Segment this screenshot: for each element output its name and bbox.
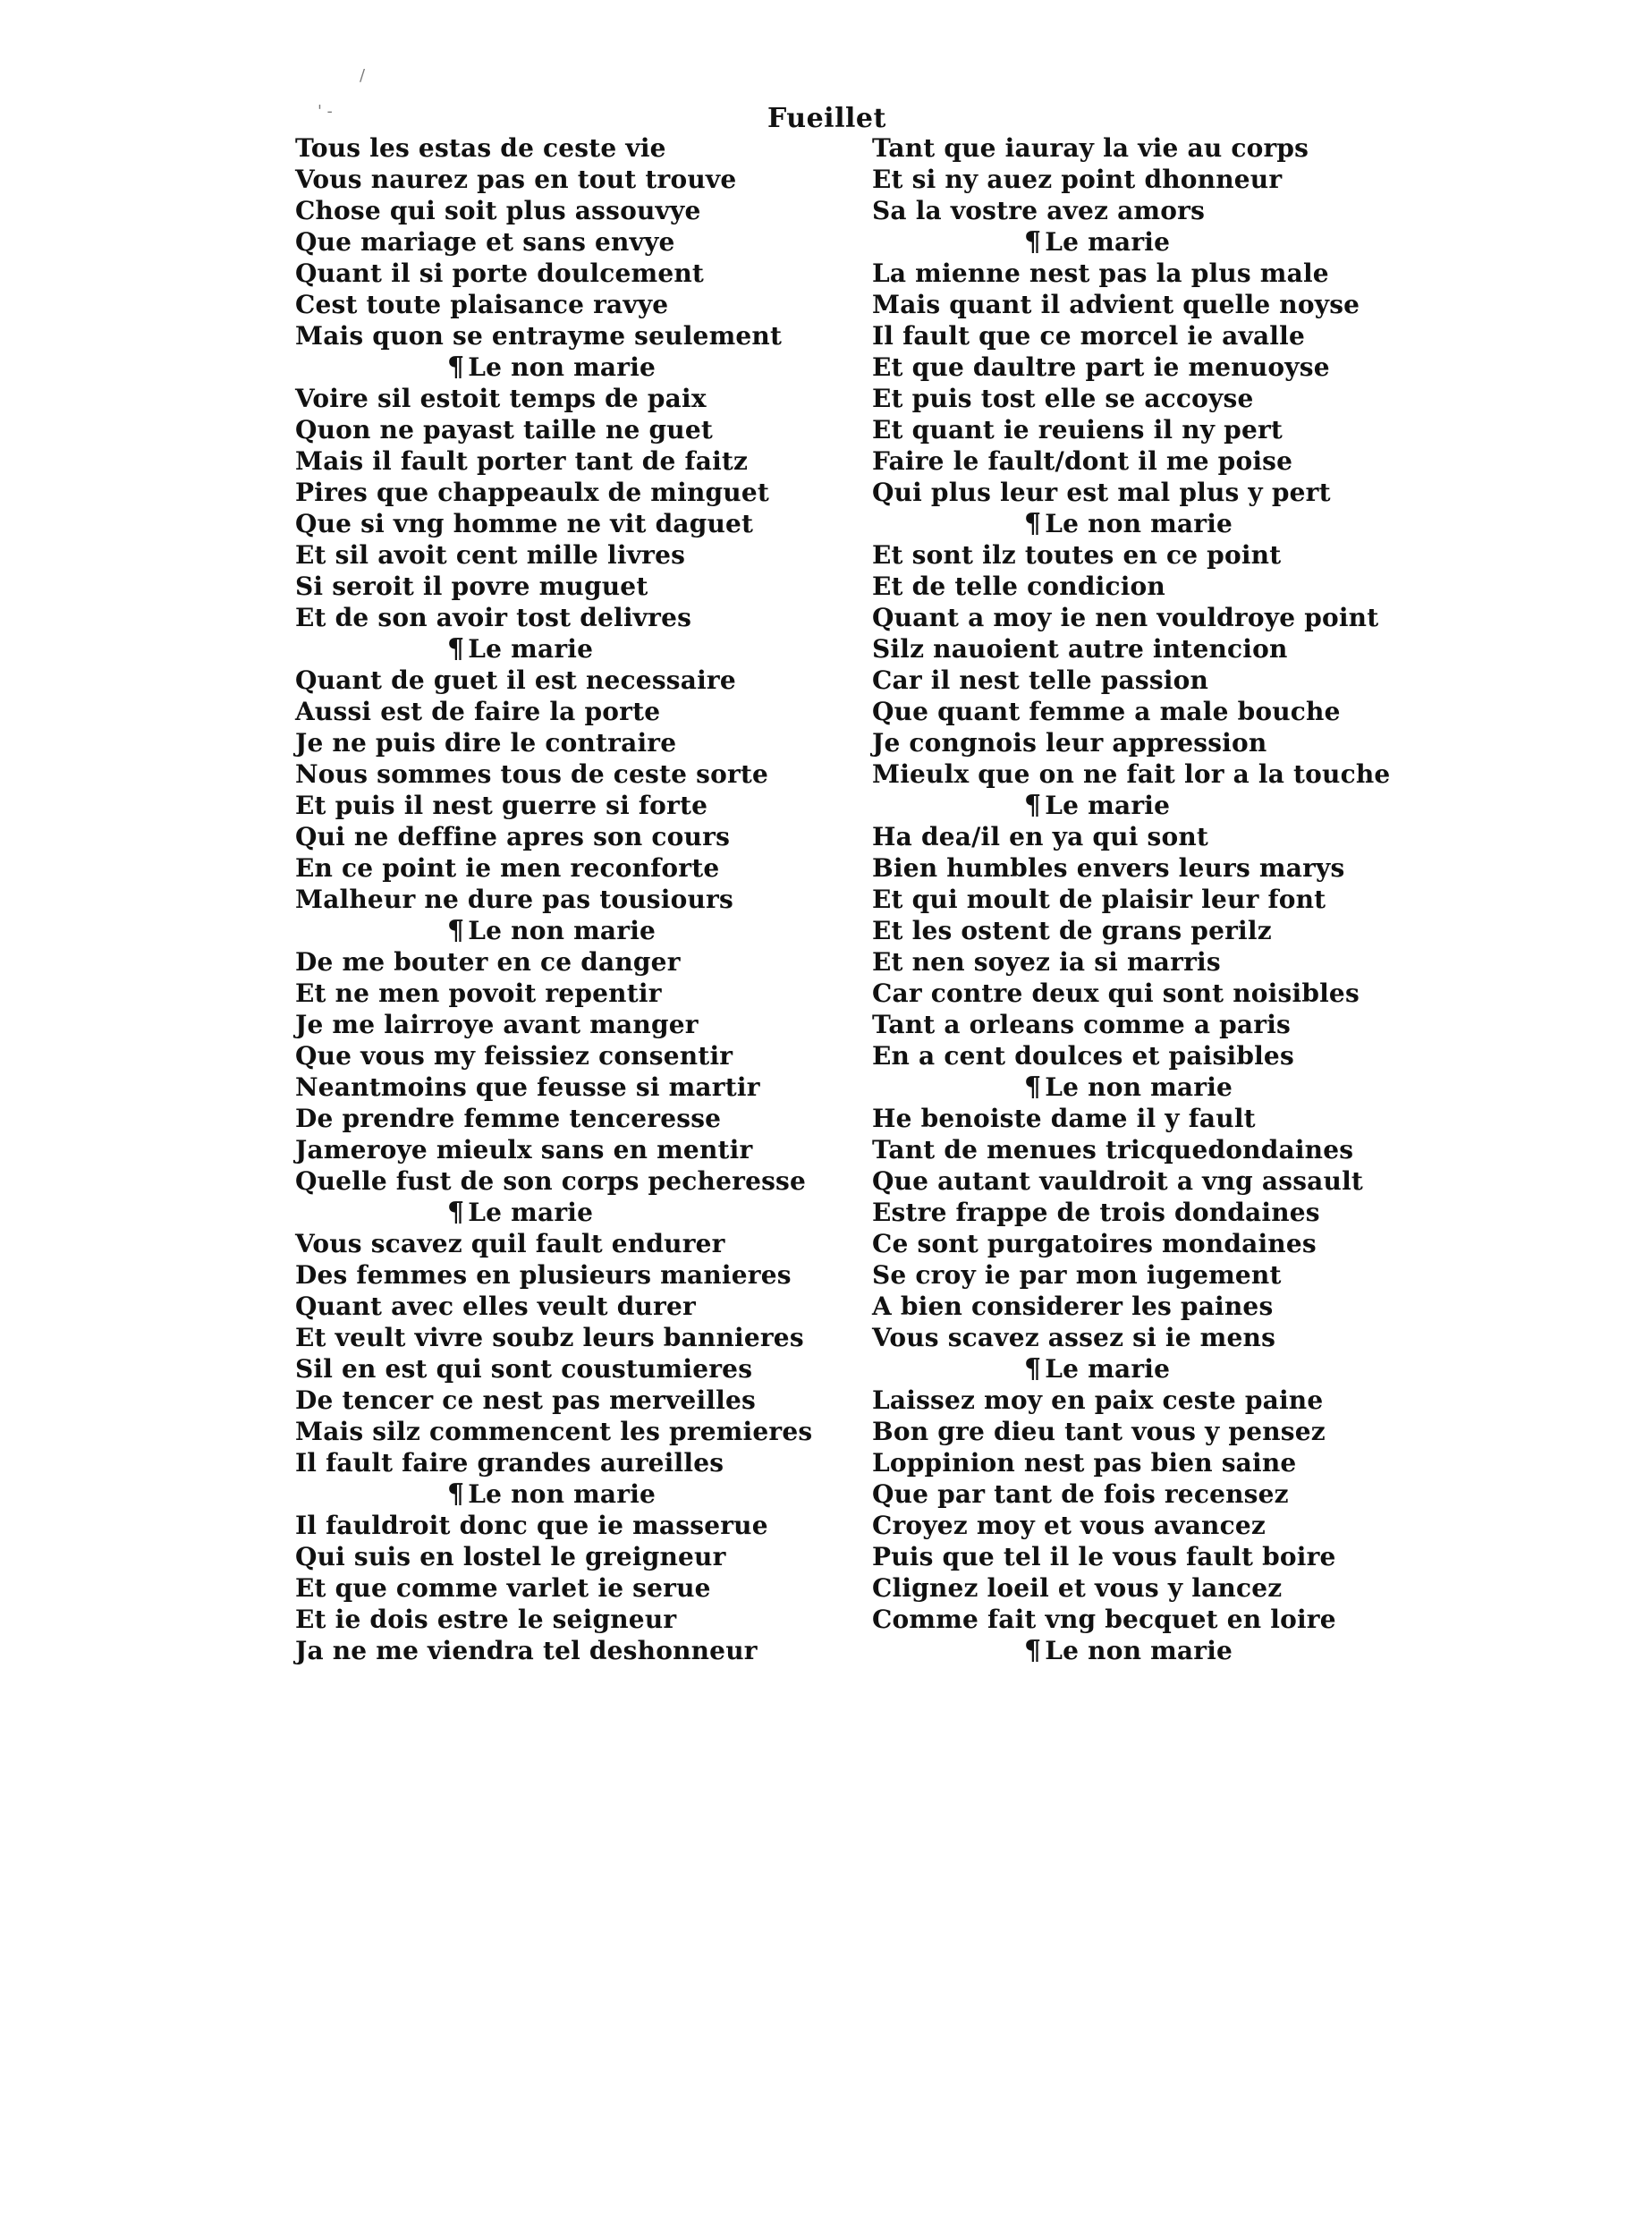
verse-line bbox=[295, 602, 850, 633]
verse-text: Jameroye mieulx sans en mentir bbox=[295, 1135, 753, 1165]
verse-text: Comme fait vng becquet en loire bbox=[872, 1605, 1336, 1634]
verse-line bbox=[295, 790, 850, 821]
verse-line bbox=[295, 1416, 850, 1447]
verse-text: Et puis tost elle se accoyse bbox=[872, 384, 1254, 413]
verse-text: En a cent doulces et paisibles bbox=[872, 1041, 1294, 1071]
verse-text: Et de son avoir tost delivres bbox=[295, 603, 692, 632]
verse-text: Et sil avoit cent mille livres bbox=[295, 540, 686, 570]
verse-text: Que mariage et sans envye bbox=[295, 227, 675, 257]
verse-text: Puis que tel il le vous fault boire bbox=[872, 1542, 1336, 1571]
verse-text: Qui plus leur est mal plus y pert bbox=[872, 478, 1331, 507]
verse-line bbox=[295, 1353, 850, 1385]
verse-text: Malheur ne dure pas tousiours bbox=[295, 885, 733, 914]
verse-text: Des femmes en plusieurs manieres bbox=[295, 1260, 792, 1290]
verse-text: He benoiste dame il y fault bbox=[872, 1104, 1256, 1133]
verse-line bbox=[872, 1103, 1427, 1134]
verse-line bbox=[295, 320, 850, 351]
verse-text: Que quant femme a male bouche bbox=[872, 697, 1341, 726]
verse-text: Si seroit il povre muguet bbox=[295, 572, 648, 601]
verse-text: Sil en est qui sont coustumieres bbox=[295, 1354, 753, 1384]
verse-text: Mais silz commencent les premieres bbox=[295, 1417, 813, 1446]
verse-text: Clignez loeil et vous y lancez bbox=[872, 1573, 1283, 1603]
verse-text: Ce sont purgatoires mondaines bbox=[872, 1229, 1317, 1258]
stray-ink-mark: ' - bbox=[318, 102, 333, 121]
pilcrow-icon: ¶ bbox=[447, 633, 465, 665]
verse-line bbox=[872, 414, 1427, 445]
verse-line bbox=[872, 633, 1427, 665]
verse-line bbox=[295, 1635, 850, 1666]
verse-text: Et que daultre part ie menuoyse bbox=[872, 352, 1330, 382]
verse-line bbox=[295, 758, 850, 790]
verse-line bbox=[872, 1510, 1427, 1541]
verse-text: Que par tant de fois recensez bbox=[872, 1479, 1289, 1509]
verse-line bbox=[872, 289, 1427, 320]
verse-text: Cest toute plaisance ravye bbox=[295, 290, 669, 319]
verse-text: Bien humbles envers leurs marys bbox=[872, 853, 1345, 883]
page-header-fueillet: Fueillet bbox=[767, 103, 886, 134]
verse-line bbox=[295, 978, 850, 1009]
verse-text: Et veult vivre soubz leurs bannieres bbox=[295, 1323, 804, 1352]
verse-line bbox=[295, 1103, 850, 1134]
pilcrow-icon: ¶ bbox=[1024, 1353, 1042, 1385]
verse-text: Aussi est de faire la porte bbox=[295, 697, 661, 726]
verse-line bbox=[872, 758, 1427, 790]
verse-line bbox=[295, 884, 850, 915]
speaker-heading bbox=[295, 915, 850, 946]
pilcrow-icon: ¶ bbox=[1024, 1071, 1042, 1103]
speaker-label: Le marie bbox=[468, 1198, 594, 1227]
verse-line bbox=[872, 1228, 1427, 1259]
verse-line bbox=[295, 1510, 850, 1541]
speaker-heading bbox=[295, 351, 850, 383]
verse-text: Neantmoins que feusse si martir bbox=[295, 1072, 760, 1102]
verse-line bbox=[295, 1040, 850, 1071]
verse-line bbox=[872, 978, 1427, 1009]
verse-line bbox=[872, 1197, 1427, 1228]
verse-line bbox=[295, 696, 850, 727]
verse-line bbox=[295, 571, 850, 602]
verse-line bbox=[295, 289, 850, 320]
speaker-label: Le non marie bbox=[468, 916, 657, 945]
verse-line bbox=[872, 1572, 1427, 1604]
verse-line bbox=[295, 477, 850, 508]
verse-line bbox=[295, 1572, 850, 1604]
verse-text: Mais quon se entrayme seulement bbox=[295, 321, 783, 351]
verse-line bbox=[872, 602, 1427, 633]
verse-line bbox=[872, 1291, 1427, 1322]
verse-text: Et les ostent de grans perilz bbox=[872, 916, 1272, 945]
speaker-heading bbox=[872, 1353, 1427, 1385]
verse-text: Quant avec elles veult durer bbox=[295, 1292, 696, 1321]
left-verse-column bbox=[295, 132, 850, 1666]
verse-line bbox=[872, 383, 1427, 414]
verse-line bbox=[872, 1134, 1427, 1165]
verse-line bbox=[295, 383, 850, 414]
verse-text: Laissez moy en paix ceste paine bbox=[872, 1385, 1324, 1415]
verse-text: Et quant ie reuiens il ny pert bbox=[872, 415, 1283, 445]
verse-line bbox=[295, 1322, 850, 1353]
verse-text: A bien considerer les paines bbox=[872, 1292, 1274, 1321]
verse-line bbox=[295, 1604, 850, 1635]
verse-text: Et nen soyez ia si marris bbox=[872, 947, 1221, 977]
speaker-heading bbox=[295, 1478, 850, 1510]
verse-line bbox=[295, 1291, 850, 1322]
speaker-label: Le non marie bbox=[468, 352, 657, 382]
verse-text: Vous naurez pas en tout trouve bbox=[295, 165, 737, 194]
verse-text: Quant il si porte doulcement bbox=[295, 258, 705, 288]
verse-line bbox=[295, 1134, 850, 1165]
verse-line bbox=[872, 477, 1427, 508]
verse-text: Et si ny auez point dhonneur bbox=[872, 165, 1283, 194]
verse-line bbox=[872, 1009, 1427, 1040]
verse-line bbox=[295, 539, 850, 571]
verse-line bbox=[295, 414, 850, 445]
verse-line bbox=[295, 1009, 850, 1040]
verse-text: En ce point ie men reconforte bbox=[295, 853, 720, 883]
verse-line bbox=[872, 132, 1427, 164]
verse-text: Qui ne deffine apres son cours bbox=[295, 822, 731, 851]
verse-text: Sa la vostre avez amors bbox=[872, 196, 1206, 225]
speaker-heading bbox=[872, 226, 1427, 258]
verse-line bbox=[295, 1541, 850, 1572]
verse-text: Il fault que ce morcel ie avalle bbox=[872, 321, 1305, 351]
verse-text: De me bouter en ce danger bbox=[295, 947, 681, 977]
verse-line bbox=[872, 821, 1427, 852]
verse-text: Tant a orleans comme a paris bbox=[872, 1010, 1292, 1039]
speaker-label: Le non marie bbox=[1045, 1636, 1233, 1665]
verse-text: Tant de menues tricquedondaines bbox=[872, 1135, 1354, 1165]
verse-line bbox=[295, 1165, 850, 1197]
verse-line bbox=[872, 852, 1427, 884]
verse-line bbox=[872, 884, 1427, 915]
verse-line bbox=[872, 1604, 1427, 1635]
verse-text: Ja ne me viendra tel deshonneur bbox=[295, 1636, 758, 1665]
verse-text: Nous sommes tous de ceste sorte bbox=[295, 759, 769, 789]
verse-text: Bon gre dieu tant vous y pensez bbox=[872, 1417, 1326, 1446]
verse-text: Je me lairroye avant manger bbox=[295, 1010, 699, 1039]
verse-line bbox=[872, 727, 1427, 758]
verse-line bbox=[295, 226, 850, 258]
verse-text: De tencer ce nest pas merveilles bbox=[295, 1385, 756, 1415]
speaker-label: Le non marie bbox=[1045, 1072, 1233, 1102]
verse-line bbox=[295, 508, 850, 539]
verse-line bbox=[295, 852, 850, 884]
verse-text: Vous scavez assez si ie mens bbox=[872, 1323, 1276, 1352]
verse-text: Vous scavez quil fault endurer bbox=[295, 1229, 725, 1258]
verse-line bbox=[872, 1165, 1427, 1197]
verse-text: Je ne puis dire le contraire bbox=[295, 728, 677, 758]
verse-text: Et ie dois estre le seigneur bbox=[295, 1605, 677, 1634]
verse-line bbox=[295, 164, 850, 195]
verse-line bbox=[872, 1322, 1427, 1353]
pilcrow-icon: ¶ bbox=[447, 1197, 465, 1228]
verse-text: Tous les estas de ceste vie bbox=[295, 133, 666, 163]
verse-line bbox=[295, 1259, 850, 1291]
verse-text: Et qui moult de plaisir leur font bbox=[872, 885, 1326, 914]
verse-line bbox=[295, 1385, 850, 1416]
speaker-label: Le marie bbox=[1045, 791, 1171, 820]
verse-line bbox=[295, 665, 850, 696]
verse-text: Et ne men povoit repentir bbox=[295, 978, 662, 1008]
verse-line bbox=[872, 915, 1427, 946]
pilcrow-icon: ¶ bbox=[1024, 508, 1042, 539]
verse-text: Se croy ie par mon iugement bbox=[872, 1260, 1282, 1290]
verse-line bbox=[872, 1416, 1427, 1447]
verse-text: Qui suis en lostel le greigneur bbox=[295, 1542, 726, 1571]
verse-text: Et sont ilz toutes en ce point bbox=[872, 540, 1282, 570]
verse-line bbox=[295, 445, 850, 477]
verse-text: Voire sil estoit temps de paix bbox=[295, 384, 707, 413]
speaker-label: Le marie bbox=[468, 634, 594, 664]
speaker-label: Le non marie bbox=[468, 1479, 657, 1509]
verse-line bbox=[295, 1447, 850, 1478]
verse-text: Pires que chappeaulx de minguet bbox=[295, 478, 770, 507]
verse-text: Car il nest telle passion bbox=[872, 665, 1209, 695]
verse-text: Que si vng homme ne vit daguet bbox=[295, 509, 754, 538]
verse-line bbox=[872, 164, 1427, 195]
verse-text: Chose qui soit plus assouvye bbox=[295, 196, 701, 225]
speaker-heading bbox=[872, 790, 1427, 821]
verse-line bbox=[872, 1541, 1427, 1572]
verse-text: Quelle fust de son corps pecheresse bbox=[295, 1166, 807, 1196]
verse-line bbox=[872, 1385, 1427, 1416]
speaker-heading bbox=[872, 1071, 1427, 1103]
verse-text: Mais quant il advient quelle noyse bbox=[872, 290, 1360, 319]
speaker-heading bbox=[872, 1635, 1427, 1666]
verse-line bbox=[872, 571, 1427, 602]
verse-line bbox=[872, 665, 1427, 696]
verse-line bbox=[872, 258, 1427, 289]
verse-text: Quant a moy ie nen vouldroye point bbox=[872, 603, 1379, 632]
speaker-heading bbox=[295, 633, 850, 665]
verse-line bbox=[295, 727, 850, 758]
verse-line bbox=[872, 1478, 1427, 1510]
verse-text: Je congnois leur appression bbox=[872, 728, 1267, 758]
verse-line bbox=[872, 1259, 1427, 1291]
verse-text: La mienne nest pas la plus male bbox=[872, 258, 1329, 288]
verse-line bbox=[872, 445, 1427, 477]
verse-line bbox=[295, 821, 850, 852]
verse-text: Silz nauoient autre intencion bbox=[872, 634, 1288, 664]
verse-line bbox=[872, 696, 1427, 727]
verse-line bbox=[872, 320, 1427, 351]
verse-text: Car contre deux qui sont noisibles bbox=[872, 978, 1360, 1008]
verse-text: De prendre femme tenceresse bbox=[295, 1104, 722, 1133]
verse-line bbox=[872, 539, 1427, 571]
verse-text: Il fault faire grandes aureilles bbox=[295, 1448, 724, 1478]
pilcrow-icon: ¶ bbox=[447, 1478, 465, 1510]
speaker-label: Le non marie bbox=[1045, 509, 1233, 538]
verse-line bbox=[872, 1040, 1427, 1071]
verse-line bbox=[295, 132, 850, 164]
verse-line bbox=[872, 195, 1427, 226]
verse-line bbox=[295, 946, 850, 978]
verse-line bbox=[872, 351, 1427, 383]
pilcrow-icon: ¶ bbox=[1024, 226, 1042, 258]
verse-text: Et puis il nest guerre si forte bbox=[295, 791, 708, 820]
verse-text: Quon ne payast taille ne guet bbox=[295, 415, 713, 445]
verse-text: Estre frappe de trois dondaines bbox=[872, 1198, 1320, 1227]
pilcrow-icon: ¶ bbox=[1024, 790, 1042, 821]
verse-text: Que vous my feissiez consentir bbox=[295, 1041, 733, 1071]
pilcrow-icon: ¶ bbox=[447, 351, 465, 383]
verse-text: Et que comme varlet ie serue bbox=[295, 1573, 711, 1603]
speaker-heading bbox=[295, 1197, 850, 1228]
speaker-label: Le marie bbox=[1045, 227, 1171, 257]
verse-line bbox=[295, 1228, 850, 1259]
verse-text: Ha dea/il en ya qui sont bbox=[872, 822, 1209, 851]
verse-text: Faire le fault/dont il me poise bbox=[872, 446, 1293, 476]
verse-text: Mais il fault porter tant de faitz bbox=[295, 446, 749, 476]
verse-text: Et de telle condicion bbox=[872, 572, 1165, 601]
right-verse-column bbox=[872, 132, 1427, 1666]
verse-text: Loppinion nest pas bien saine bbox=[872, 1448, 1297, 1478]
verse-text: Mieulx que on ne fait lor a la touche bbox=[872, 759, 1391, 789]
verse-line bbox=[295, 258, 850, 289]
speaker-label: Le marie bbox=[1045, 1354, 1171, 1384]
verse-text: Quant de guet il est necessaire bbox=[295, 665, 736, 695]
verse-line bbox=[295, 195, 850, 226]
stray-ink-tick: / bbox=[360, 66, 366, 85]
verse-text: Croyez moy et vous avancez bbox=[872, 1511, 1266, 1540]
verse-line bbox=[872, 946, 1427, 978]
verse-line bbox=[872, 1447, 1427, 1478]
verse-text: Que autant vauldroit a vng assault bbox=[872, 1166, 1364, 1196]
pilcrow-icon: ¶ bbox=[1024, 1635, 1042, 1666]
verse-text: Il fauldroit donc que ie masserue bbox=[295, 1511, 768, 1540]
pilcrow-icon: ¶ bbox=[447, 915, 465, 946]
speaker-heading bbox=[872, 508, 1427, 539]
verse-text: Tant que iauray la vie au corps bbox=[872, 133, 1309, 163]
verse-line bbox=[295, 1071, 850, 1103]
